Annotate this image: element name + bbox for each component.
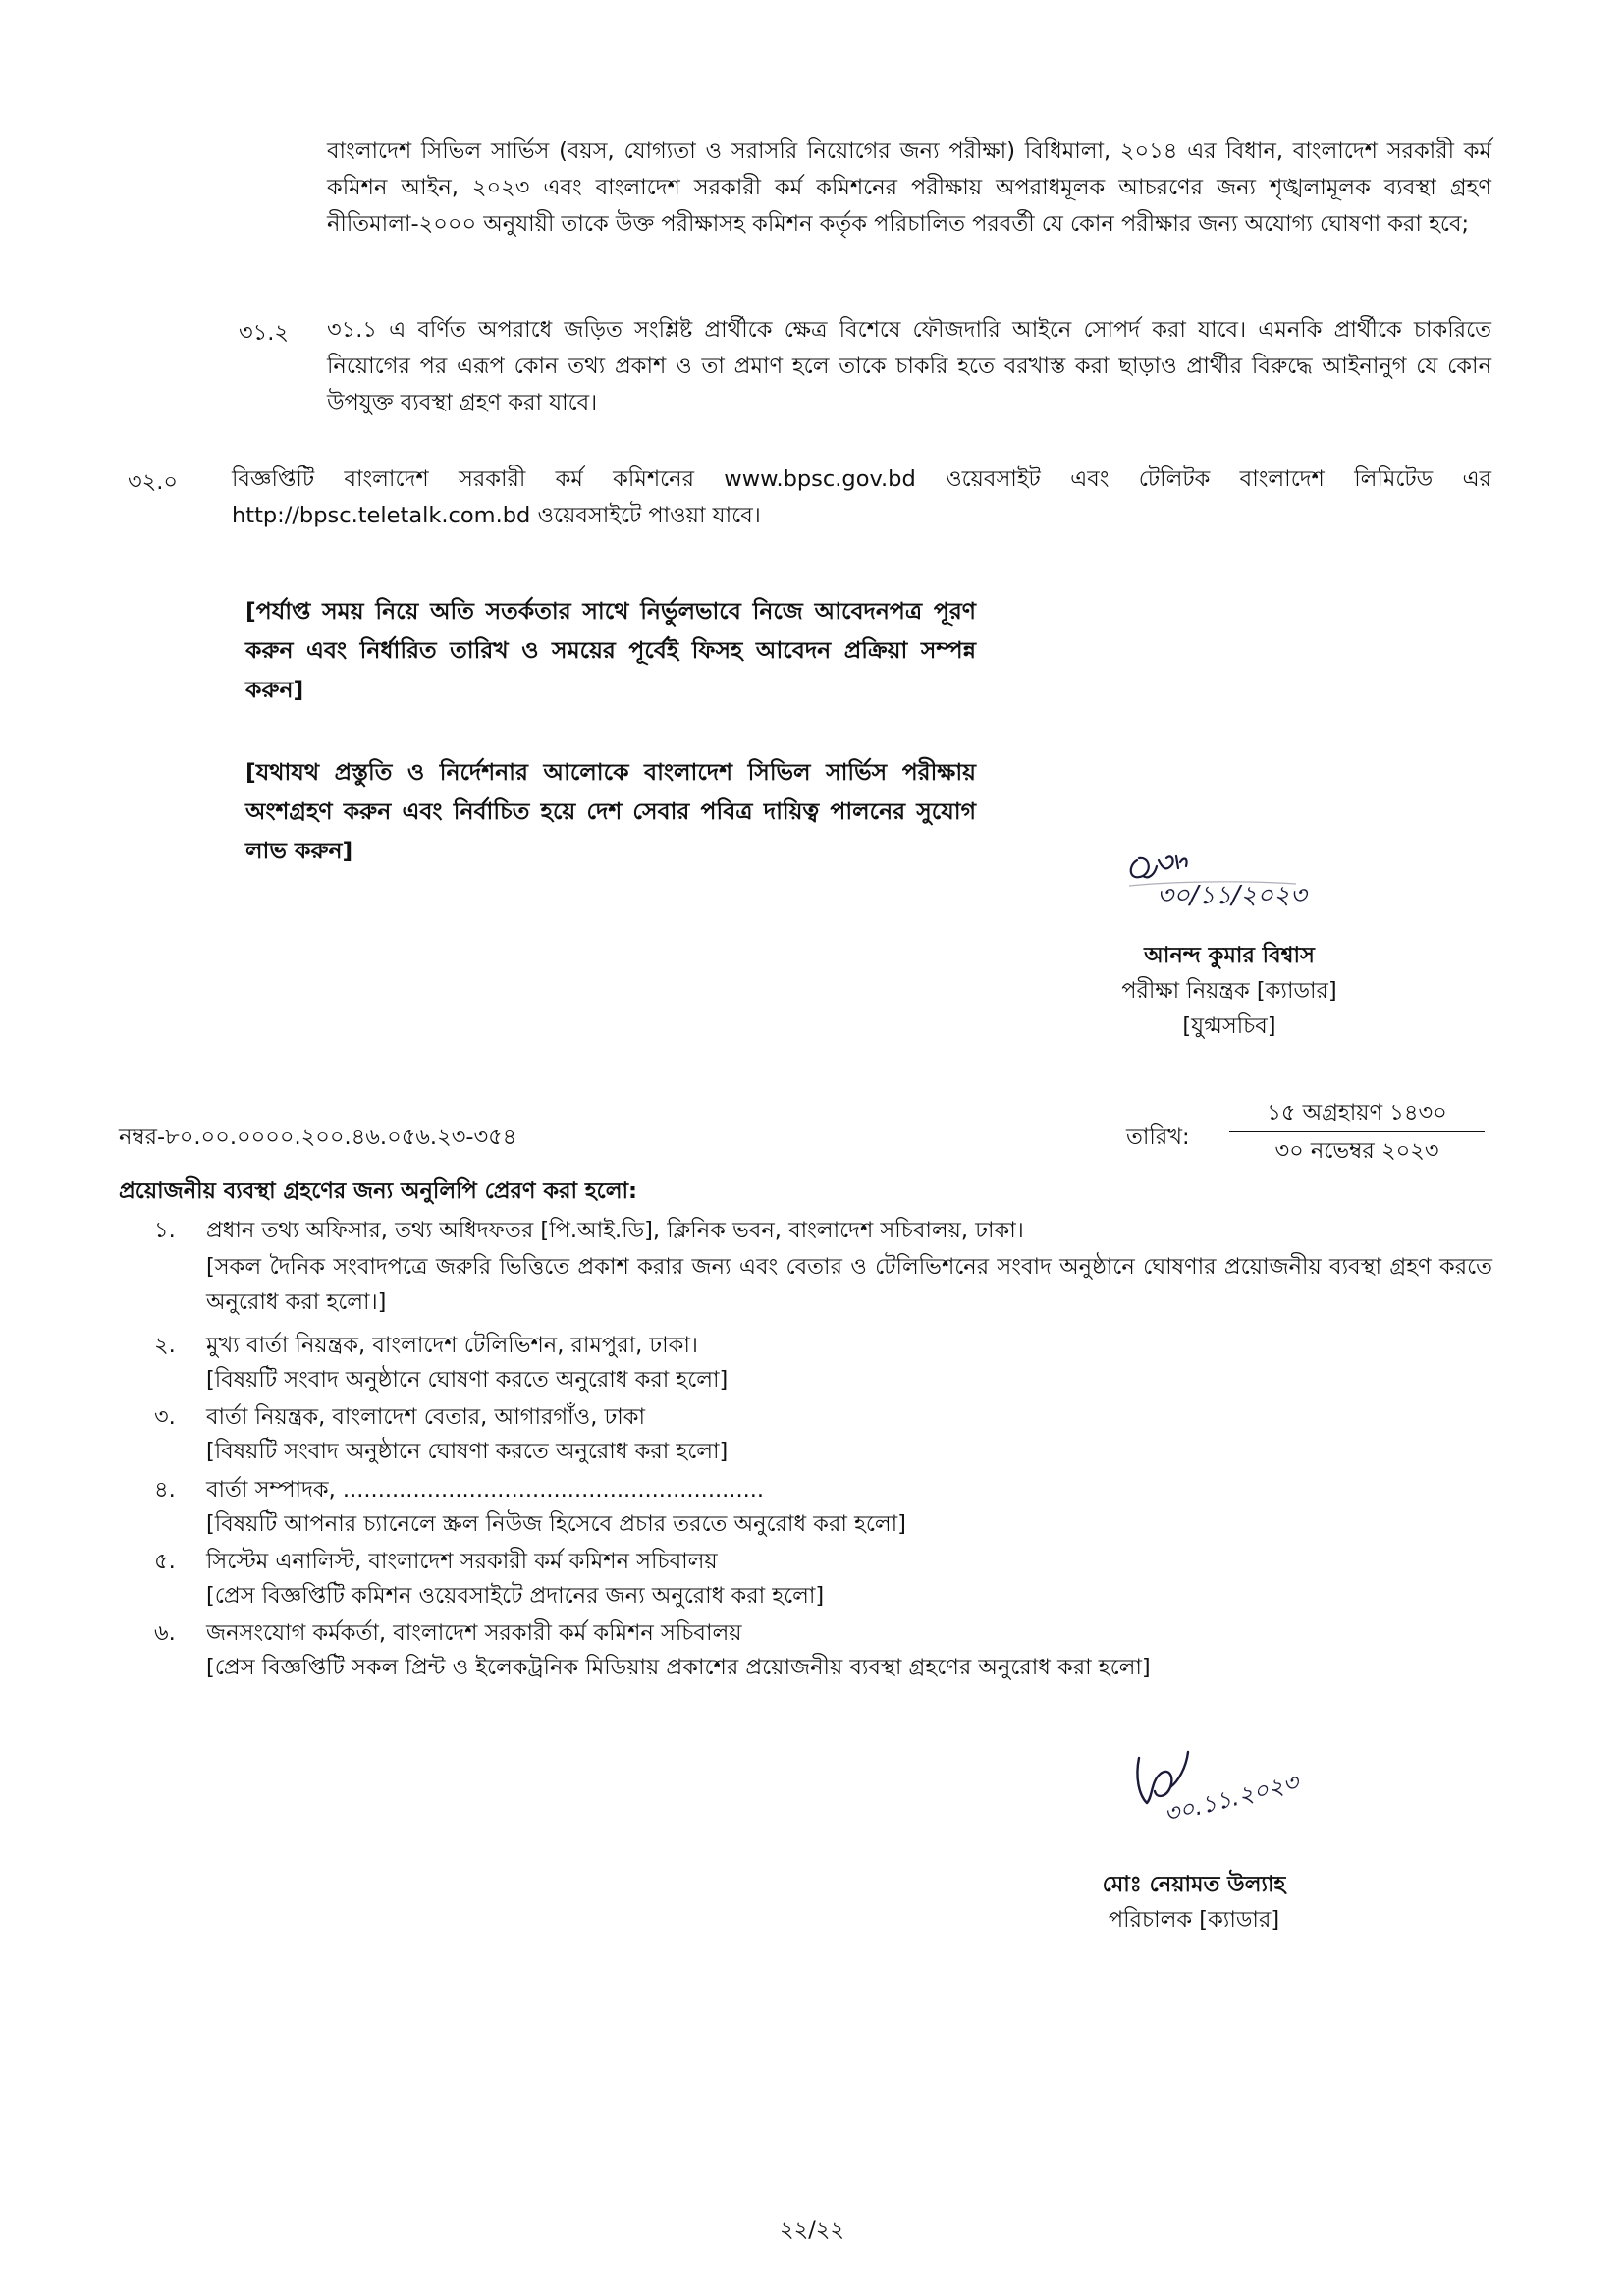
date-label: তারিখ: [1126,1124,1190,1150]
item-31-2-number: ৩১.২ [239,320,290,346]
signatory-2-name: মোঃ নেয়ামত উল্যাহ [1102,1872,1286,1897]
copy-item-2-recipient: মুখ্য বার্তা নিয়ন্ত্রক, বাংলাদেশ টেলিভিশন, রামপুরা, ঢাকা। [206,1333,698,1358]
copy-item-5-number: ৫. [154,1549,176,1574]
copy-item-5-instruction: [প্রেস বিজ্ঞপ্তিটি কমিশন ওয়েবসাইটে প্রদানের জন্য অনুরোধ করা হলো] [206,1583,825,1609]
copy-item-4-number: ৪. [154,1477,176,1503]
copy-item-6-recipient: জনসংযোগ কর্মকর্তা, বাংলাদেশ সরকারী কর্ম কমিশন সচিবালয় [206,1620,742,1646]
copy-item-2-instruction: [বিষয়টি সংবাদ অনুষ্ঠানে ঘোষণা করতে অনুরোধ করা হলো] [206,1367,729,1393]
signatory-1-name: আনন্দ কুমার বিশ্বাস [1144,943,1315,968]
copy-item-6-number: ৬. [154,1620,176,1646]
copy-item-3-recipient: বার্তা নিয়ন্ত্রক, বাংলাদেশ বেতার, আগারগাঁও, ঢাকা [206,1404,646,1430]
copy-item-1-instruction: [সকল দৈনিক সংবাদপত্রে জরুরি ভিত্তিতে প্রকাশ করার জন্য এবং বেতার ও টেলিভিশনের সংবাদ অনুষ্ঠানে ঘোষণার প্রয়োজনীয় ব্যবস্থা গ্রহণ করতে অনুরোধ করা হলো।] [206,1254,1492,1315]
page-number: ২২/২২ [779,2217,845,2243]
date-bangla: ১৫ অগ্রহায়ণ ১৪৩০ [1267,1100,1447,1125]
copy-item-1-number: ১. [154,1218,176,1243]
copy-item-4-instruction: [বিষয়টি আপনার চ্যানেলে স্ক্রল নিউজ হিসেবে প্রচার তরতে অনুরোধ করা হলো] [206,1511,906,1537]
copy-item-1-recipient: প্রধান তথ্য অফিসার, তথ্য অধিদফতর [পি.আই.ডি], ক্লিনিক ভবন, বাংলাদেশ সচিবালয়, ঢাকা। [206,1218,1024,1243]
signatory-1-rank: [যুগ্মসচিব] [1182,1013,1276,1039]
memo-number: নম্বর-৮০.০০.০০০০.২০০.৪৬.০৫৬.২৩-৩৫৪ [119,1124,517,1150]
signature-1-icon [1119,843,1316,921]
signatory-2-designation: পরিচালক [ক্যাডার] [1108,1907,1280,1933]
copy-item-3-instruction: [বিষয়টি সংবাদ অনুষ্ঠানে ঘোষণা করতে অনুরোধ করা হলো] [206,1439,729,1464]
copy-item-6-instruction: [প্রেস বিজ্ঞপ্তিটি সকল প্রিন্ট ও ইলেকট্রনিক মিডিয়ায় প্রকাশের প্রয়োজনীয় ব্যবস্থা গ্রহণের অনুরোধ করা হলো] [206,1655,1151,1680]
copy-item-2-number: ২. [154,1333,176,1358]
item-32-0-text: বিজ্ঞপ্তিটি বাংলাদেশ সরকারী কর্ম কমিশনের www.bpsc.gov.bd ওয়েবসাইট এবং টেলিটক বাংলাদেশ লিমিটেড এর http://bpsc.teletalk.com.bd ওয়েবসাইটে পাওয়া যাবে। [232,466,1491,528]
date-english: ৩০ নভেম্বর ২০২৩ [1274,1138,1439,1164]
copy-item-3-number: ৩. [154,1404,176,1430]
date-divider [1229,1131,1485,1132]
signature-2-icon [1110,1738,1326,1836]
copy-item-5-recipient: সিস্টেম এনালিস্ট, বাংলাদেশ সরকারী কর্ম কমিশন সচিবালয় [206,1549,718,1574]
signatory-1-designation: পরীক্ষা নিয়ন্ত্রক [ক্যাডার] [1121,978,1337,1004]
date-block [1229,1098,1485,1166]
signature-2-date: ৩০.১১.২০২৩ [1161,1768,1302,1829]
signature-1-date: ৩০/১১/২০২৩ [1157,881,1307,910]
note-participate-exam: [যথাযথ প্রস্তুতি ও নির্দেশনার আলোকে বাংলাদেশ সিভিল সার্ভিস পরীক্ষায় অংশগ্রহণ করুন এবং নির্বাচিত হয়ে দেশ সেবার পবিত্র দায়িত্ব পালনের সুযোগ লাভ করুন] [245,758,976,864]
copy-item-4-recipient: বার্তা সম্পাদক, ............................................................ [206,1477,765,1503]
item-31-2-text: ৩১.১ এ বর্ণিত অপরাধে জড়িত সংশ্লিষ্ট প্রার্থীকে ক্ষেত্র বিশেষে ফৌজদারি আইনে সোপর্দ করা যাবে। এমনকি প্রার্থীকে চাকরিতে নিয়োগের পর এরূপ কোন তথ্য প্রকাশ ও তা প্রমাণ হলে তাকে চাকরি হতে বরখাস্ত করা ছাড়াও প্রার্থীর বিরুদ্ধে আইনানুগ যে কোন উপযুক্ত ব্যবস্থা গ্রহণ করা যাবে। [327,317,1491,415]
section-31-1-continued-paragraph: বাংলাদেশ সিভিল সার্ভিস (বয়স, যোগ্যতা ও সরাসরি নিয়োগের জন্য পরীক্ষা) বিধিমালা, ২০১৪ এর বিধান, বাংলাদেশ সরকারী কর্ম কমিশন আইন, ২০২৩ এবং বাংলাদেশ সরকারী কর্ম কমিশনের পরীক্ষায় অপরাধমূলক আচরণের জন্য শৃঙ্খলামূলক ব্যবস্থা গ্রহণ নীতিমালা-২০০০ অনুযায়ী তাকে উক্ত পরীক্ষাসহ কমিশন কর্তৃক পরিচালিত পরবর্তী যে কোন পরীক্ষার জন্য অযোগ্য ঘোষণা করা হবে; [327,138,1491,237]
copies-heading: প্রয়োজনীয় ব্যবস্থা গ্রহণের জন্য অনুলিপি প্রেরণ করা হলো: [119,1178,637,1204]
item-32-0-number: ৩২.০ [128,469,179,495]
note-fill-application: [পর্যাপ্ত সময় নিয়ে অতি সতর্কতার সাথে নির্ভুলভাবে নিজে আবেদনপত্র পূরণ করুন এবং নির্ধারিত তারিখ ও সময়ের পূর্বেই ফিসহ আবেদন প্রক্রিয়া সম্পন্ন করুন] [245,597,976,703]
